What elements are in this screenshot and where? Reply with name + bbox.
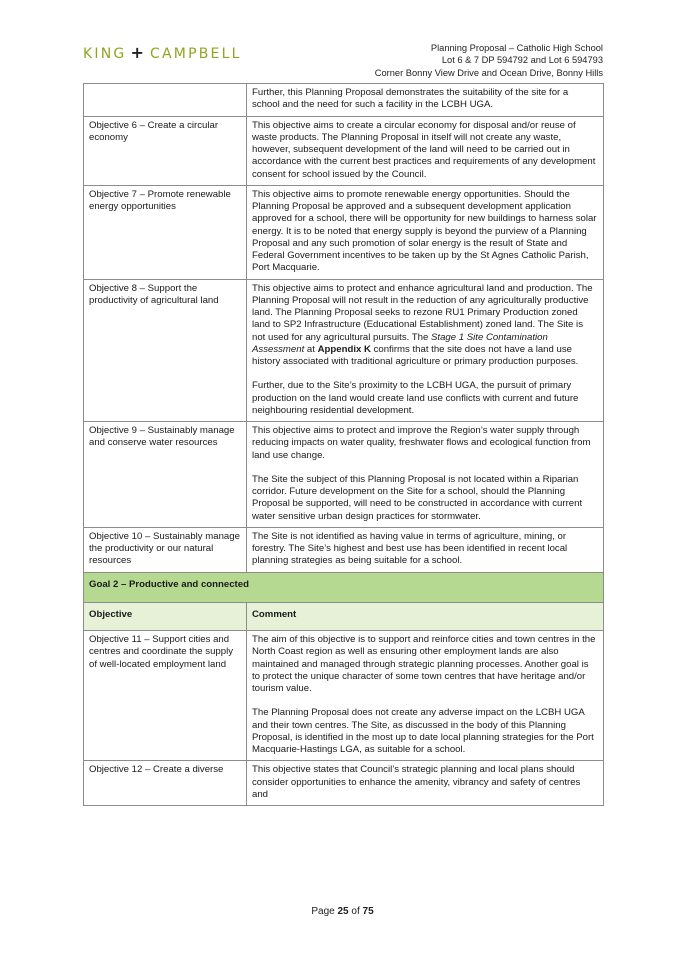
column-header-comment: Comment bbox=[247, 602, 604, 630]
table-row bbox=[84, 116, 604, 185]
logo-text-campbell: CAMPBELL bbox=[150, 46, 242, 62]
page-word: Page bbox=[311, 906, 335, 917]
objective-cell: Objective 7 – Promote renewable energy opportunities bbox=[84, 185, 247, 279]
objective-cell: Objective 6 – Create a circular economy bbox=[84, 116, 247, 185]
comment-paragraph: The Planning Proposal does not create any adverse impact on the LCBH UGA and their town centres. The Site, as discussed in the body of this Planning Proposal, is identified in the most up to date local planning strategies for the Port Macquarie-Hastings LGA, as suitable for a school. bbox=[252, 707, 594, 755]
table-row bbox=[84, 422, 604, 528]
comment-cell: Further, this Planning Proposal demonstrates the suitability of the site for a school and the need for such a facility in the LCBH UGA. bbox=[247, 84, 604, 117]
goal-heading-row bbox=[84, 572, 604, 602]
comment-paragraph: This objective aims to protect and improve the Region’s water supply through reducing impacts on water quality, freshwater flows and ecological function from land use change. bbox=[252, 425, 591, 461]
objective-cell: Objective 12 – Create a diverse bbox=[84, 761, 247, 806]
logo-text-king: KING bbox=[83, 46, 127, 62]
objective-cell bbox=[84, 84, 247, 117]
document-header bbox=[375, 42, 603, 79]
comment-paragraph: The aim of this objective is to support and reinforce cities and town centres in the North Coast region as well as ensuring other employment lands are also maintained and managed through strategic planning processes. Another goal is to protect the unique character of some town centres that have heritage and/or tourism value. bbox=[252, 634, 596, 694]
comment-text: at bbox=[304, 343, 318, 355]
comment-cell bbox=[247, 422, 604, 528]
header-address: Corner Bonny View Drive and Ocean Drive, Bonny Hills bbox=[374, 67, 603, 78]
company-logo bbox=[83, 43, 242, 62]
objective-cell: Objective 9 – Sustainably manage and conserve water resources bbox=[84, 422, 247, 528]
logo-plus-sign: + bbox=[130, 43, 147, 62]
table-row bbox=[84, 279, 604, 422]
objective-cell: Objective 10 – Sustainably manage the productivity or our natural resources bbox=[84, 527, 247, 572]
comment-cell: This objective aims to promote renewable energy opportunities. Should the Planning Proposal be approved and a subsequent development application approved for a school, there will be opportunity for new buildings to harness solar energy. It is to be noted that energy supply is beyond the purview of a Planning Proposal and any such promotion of solar energy is the result of State and Federal Government incentives to be taken up by the St Agnes Catholic Parish, Port Macquarie. bbox=[247, 185, 604, 279]
appendix-reference: Appendix K bbox=[317, 343, 371, 355]
of-word: of bbox=[351, 906, 360, 917]
comment-cell bbox=[247, 279, 604, 422]
header-title: Planning Proposal – Catholic High School bbox=[430, 43, 603, 53]
table-row bbox=[84, 84, 604, 117]
page-number: 25 bbox=[337, 906, 349, 917]
comment-text: confirms that the site does not have a land use history associated with traditional agriculture or primary production purposes. bbox=[252, 343, 579, 367]
comment-paragraph bbox=[252, 283, 598, 369]
report-title: Stage 1 Site Contamination Assessment bbox=[252, 331, 548, 355]
comment-text: This objective aims to protect and enhance agricultural land and production. The Planning Proposal will not result in the reduction of any agriculturally productive land. The Planning Proposal seeks to rezone RU1 Primary Production zoned land to SP2 Infrastructure (Educational Establishment) zoned land. The Site is not used for any agricultural pursuits. The bbox=[252, 282, 593, 343]
goal-heading: Goal 2 – Productive and connected bbox=[84, 572, 604, 602]
column-header-row bbox=[84, 602, 604, 630]
comment-cell: The Site is not identified as having value in terms of agriculture, mining, or forestry. The Site’s highest and best use has been identified in recent local planning strategies as being suitable for a school. bbox=[247, 527, 604, 572]
comment-cell bbox=[247, 631, 604, 761]
comment-paragraph: The Site the subject of this Planning Proposal is not located within a Riparian corridor. Future development on the Site for a school, should the Planning Proposal be supported, will need to be constructed in accordance with current water sensitive urban design practices for stormwater. bbox=[252, 473, 583, 522]
page-total: 75 bbox=[362, 906, 374, 917]
comment-paragraph: Further, due to the Site’s proximity to the LCBH UGA, the pursuit of primary production on the land would create land use conflicts with current and future neighbouring residential development. bbox=[252, 380, 579, 416]
table-row bbox=[84, 761, 604, 806]
column-header-objective: Objective bbox=[84, 602, 247, 630]
header-lot: Lot 6 & 7 DP 594792 and Lot 6 594793 bbox=[441, 55, 603, 66]
table-row bbox=[84, 185, 604, 279]
objective-cell: Objective 11 – Support cities and centres and coordinate the supply of well-located employment land bbox=[84, 631, 247, 761]
comment-cell: This objective aims to create a circular economy for disposal and/or reuse of waste products. The Planning Proposal in itself will not create any waste, however, subsequent development of the land will need to be carried out in accordance with the current best practices and requirements of any development consent for school issued by the Council. bbox=[247, 116, 604, 185]
table-row bbox=[84, 527, 604, 572]
page-footer bbox=[0, 906, 685, 917]
objective-cell: Objective 8 – Support the productivity of agricultural land bbox=[84, 279, 247, 422]
comment-cell: This objective states that Council’s strategic planning and local plans should consider opportunities to enhance the amenity, vibrancy and safety of centres and bbox=[247, 761, 604, 806]
objectives-table bbox=[83, 83, 604, 806]
table-row bbox=[84, 631, 604, 761]
